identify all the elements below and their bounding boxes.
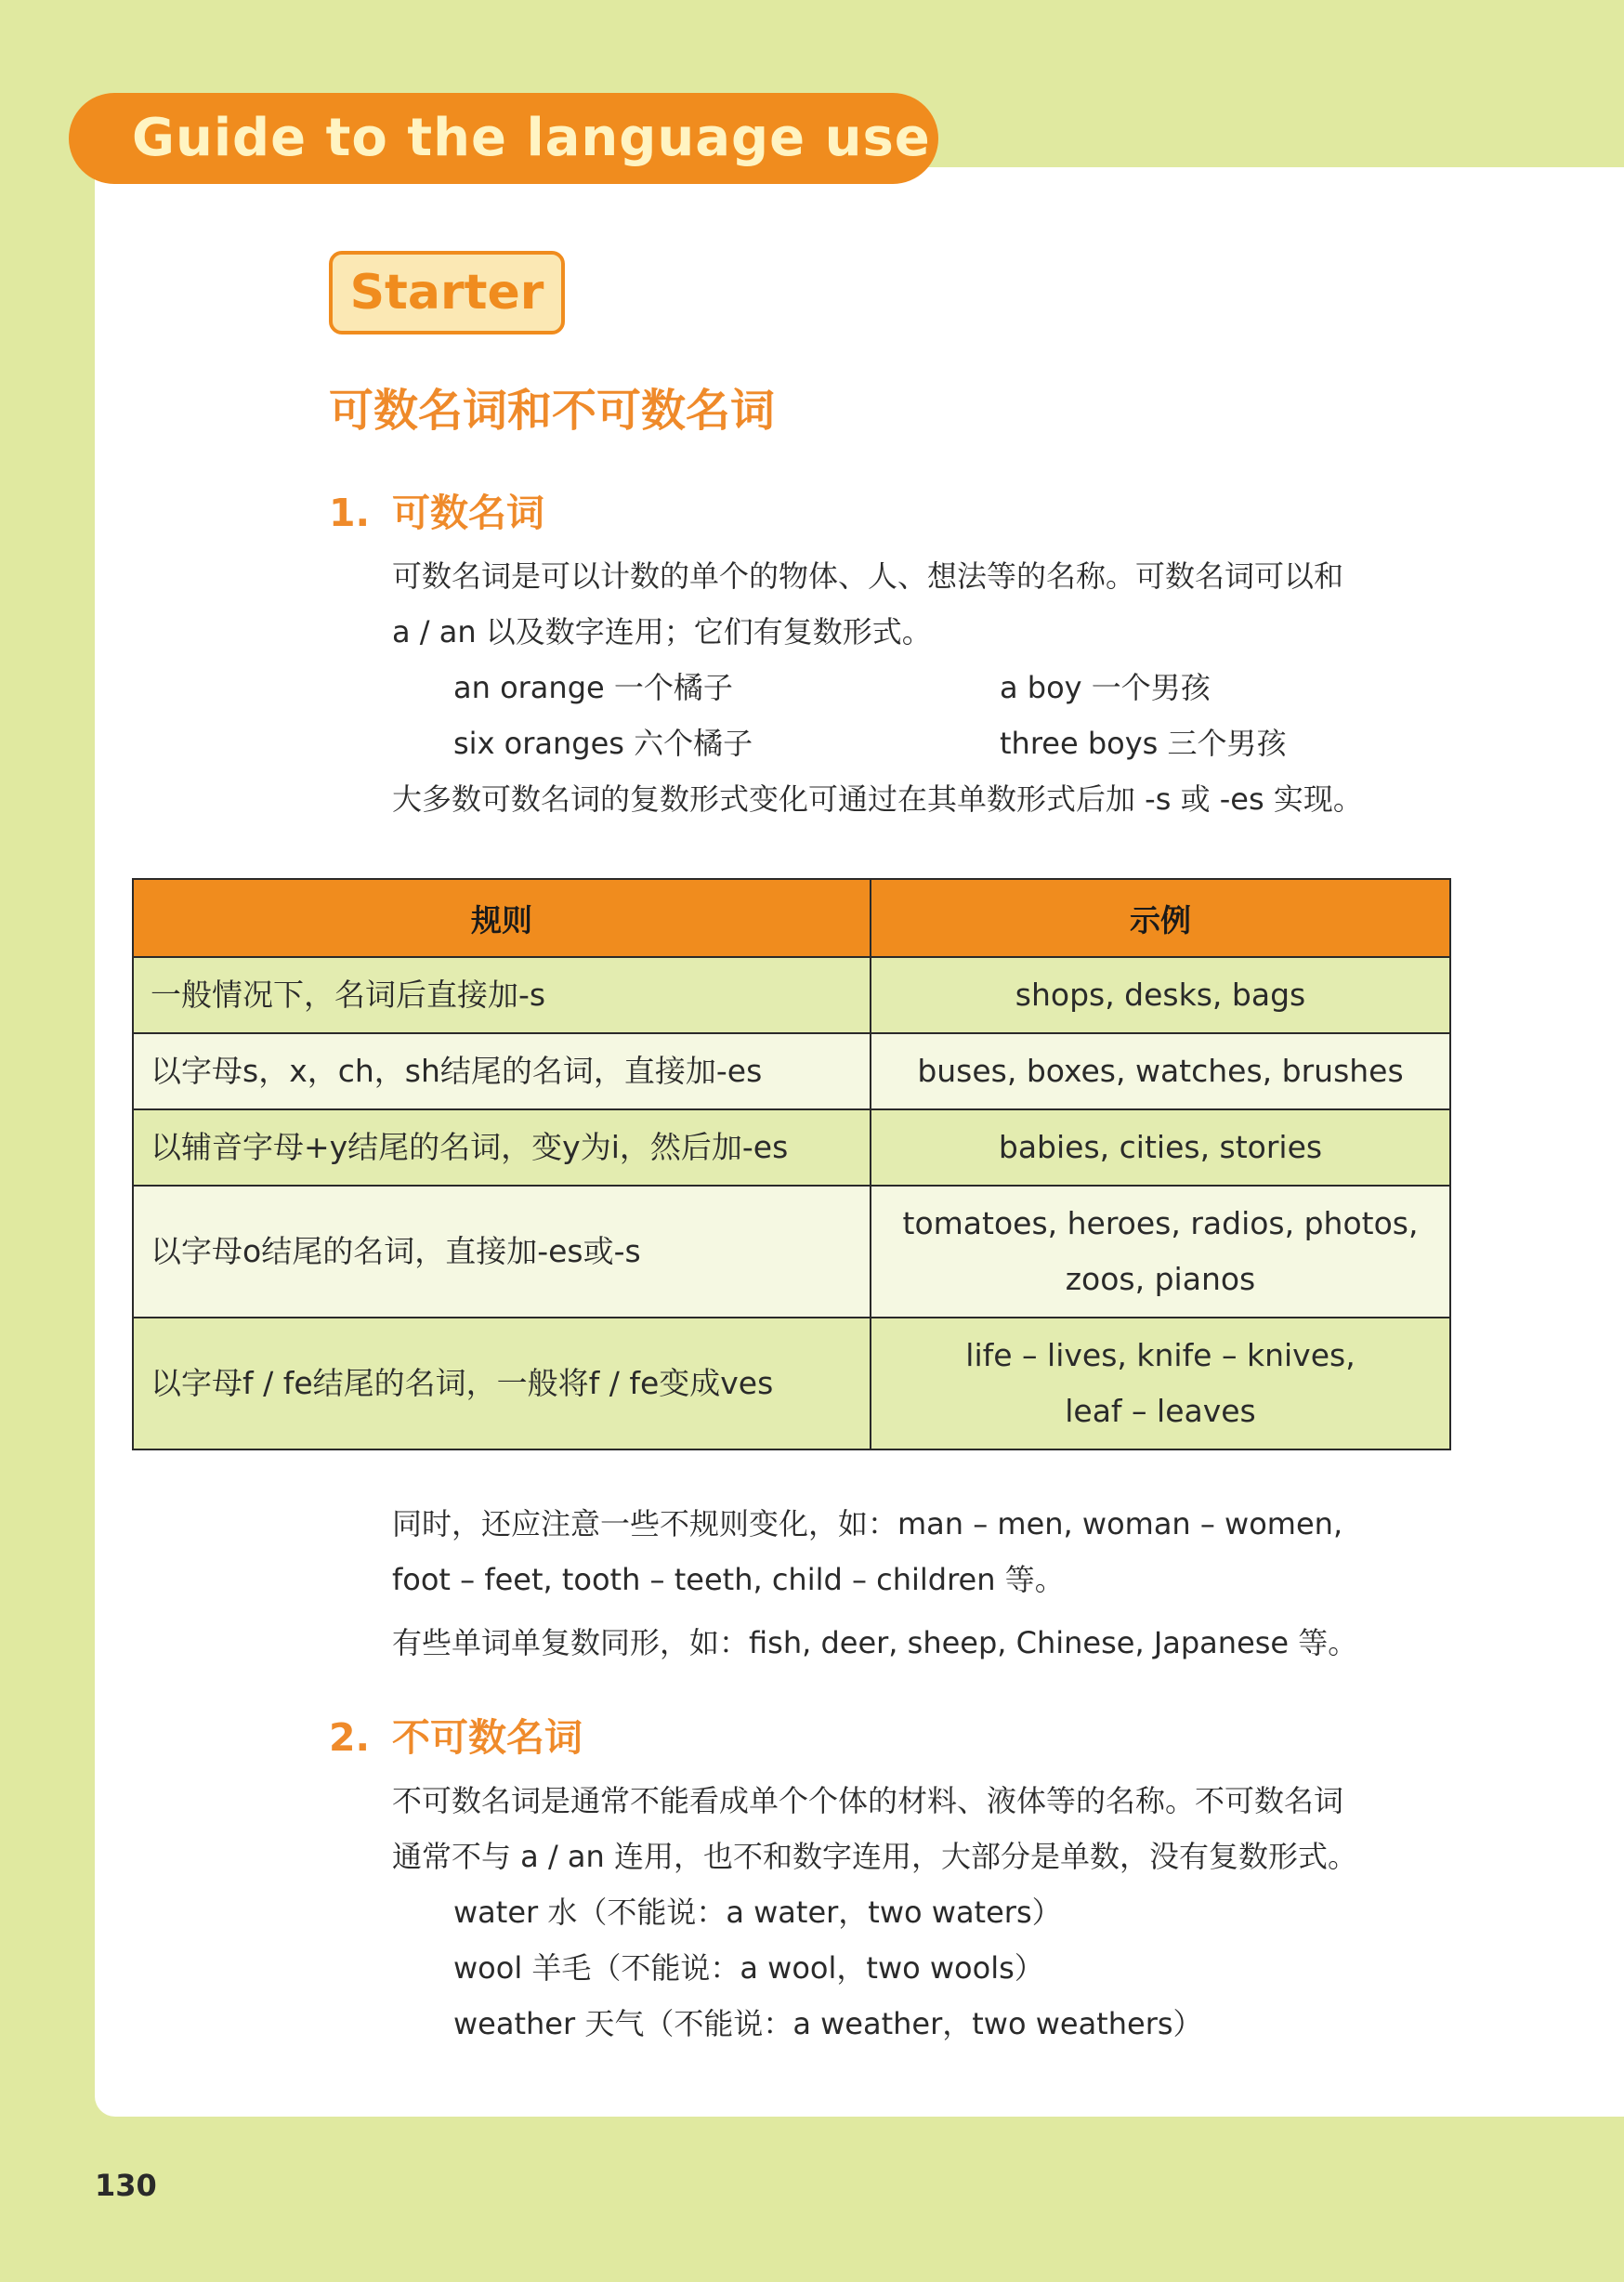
example-water: water 水（不能说：a water，two waters） bbox=[453, 1895, 1062, 1930]
table-row bbox=[133, 1109, 1450, 1186]
table-row bbox=[133, 1186, 1450, 1318]
example-cell bbox=[871, 1186, 1450, 1318]
example-line: zoos, pianos bbox=[1065, 1261, 1256, 1297]
starter-label: Starter bbox=[329, 251, 565, 334]
example-cell bbox=[871, 957, 1450, 1033]
table-row bbox=[133, 1318, 1450, 1449]
section-2-number: 2. bbox=[329, 1715, 371, 1760]
example-wool: wool 羊毛（不能说：a wool，two wools） bbox=[453, 1950, 1044, 1986]
section-1-heading bbox=[329, 487, 544, 539]
example-line: buses, boxes, watches, brushes bbox=[917, 1053, 1404, 1089]
section-2-title: 不可数名词 bbox=[392, 1715, 583, 1760]
example-line: life – lives, knife – knives, bbox=[965, 1337, 1356, 1373]
example-six-oranges: six oranges 六个橘子 bbox=[453, 726, 753, 761]
example-weather: weather 天气（不能说：a weather，two weathers） bbox=[453, 2006, 1203, 2041]
example-a-boy: a boy 一个男孩 bbox=[1000, 670, 1211, 705]
rule-cell: 以字母f / fe结尾的名词，一般将f / fe变成ves bbox=[133, 1318, 871, 1449]
plural-note: 大多数可数名词的复数形式变化可通过在其单数形式后加 -s 或 -es 实现。 bbox=[392, 781, 1363, 817]
section-1-intro-line2: a / an 以及数字连用；它们有复数形式。 bbox=[392, 614, 932, 649]
section-2-intro-line1: 不可数名词是通常不能看成单个个体的材料、液体等的名称。不可数名词 bbox=[392, 1783, 1344, 1818]
example-cell bbox=[871, 1318, 1450, 1449]
page-title: 可数名词和不可数名词 bbox=[329, 385, 776, 437]
section-1-intro-line1: 可数名词是可以计数的单个的物体、人、想法等的名称。可数名词可以和 bbox=[392, 558, 1344, 594]
irregular-note-line2: foot – feet, tooth – teeth, child – children 等。 bbox=[392, 1562, 1065, 1597]
example-line: shops, desks, bags bbox=[1015, 977, 1306, 1013]
example-line: babies, cities, stories bbox=[998, 1129, 1323, 1165]
plural-rules-table bbox=[132, 878, 1451, 1450]
table-row bbox=[133, 1033, 1450, 1109]
same-form-note: 有些单词单复数同形，如：fish, deer, sheep, Chinese, Japanese 等。 bbox=[392, 1625, 1358, 1660]
example-an-orange: an orange 一个橘子 bbox=[453, 670, 733, 705]
rule-cell: 一般情况下，名词后直接加-s bbox=[133, 957, 871, 1033]
irregular-note-line1: 同时，还应注意一些不规则变化，如：man – men, woman – women, bbox=[392, 1506, 1343, 1541]
rule-cell: 以字母o结尾的名词，直接加-es或-s bbox=[133, 1186, 871, 1318]
section-2-heading bbox=[329, 1712, 583, 1764]
example-cell bbox=[871, 1109, 1450, 1186]
page-number: 130 bbox=[95, 2168, 157, 2203]
table-header-rule: 规则 bbox=[133, 879, 871, 957]
example-line: tomatoes, heroes, radios, photos, bbox=[902, 1205, 1419, 1241]
example-line: leaf – leaves bbox=[1065, 1393, 1256, 1429]
example-cell bbox=[871, 1033, 1450, 1109]
table-header-row bbox=[133, 879, 1450, 957]
section-2-intro-line2: 通常不与 a / an 连用，也不和数字连用，大部分是单数，没有复数形式。 bbox=[392, 1839, 1357, 1874]
section-1-title: 可数名词 bbox=[392, 491, 544, 535]
table-header-example: 示例 bbox=[871, 879, 1450, 957]
section-1-number: 1. bbox=[329, 491, 371, 535]
example-three-boys: three boys 三个男孩 bbox=[1000, 726, 1287, 761]
section-banner: Guide to the language use bbox=[69, 93, 938, 184]
rule-cell: 以字母s，x，ch，sh结尾的名词，直接加-es bbox=[133, 1033, 871, 1109]
rule-cell: 以辅音字母+y结尾的名词，变y为i，然后加-es bbox=[133, 1109, 871, 1186]
table-row bbox=[133, 957, 1450, 1033]
